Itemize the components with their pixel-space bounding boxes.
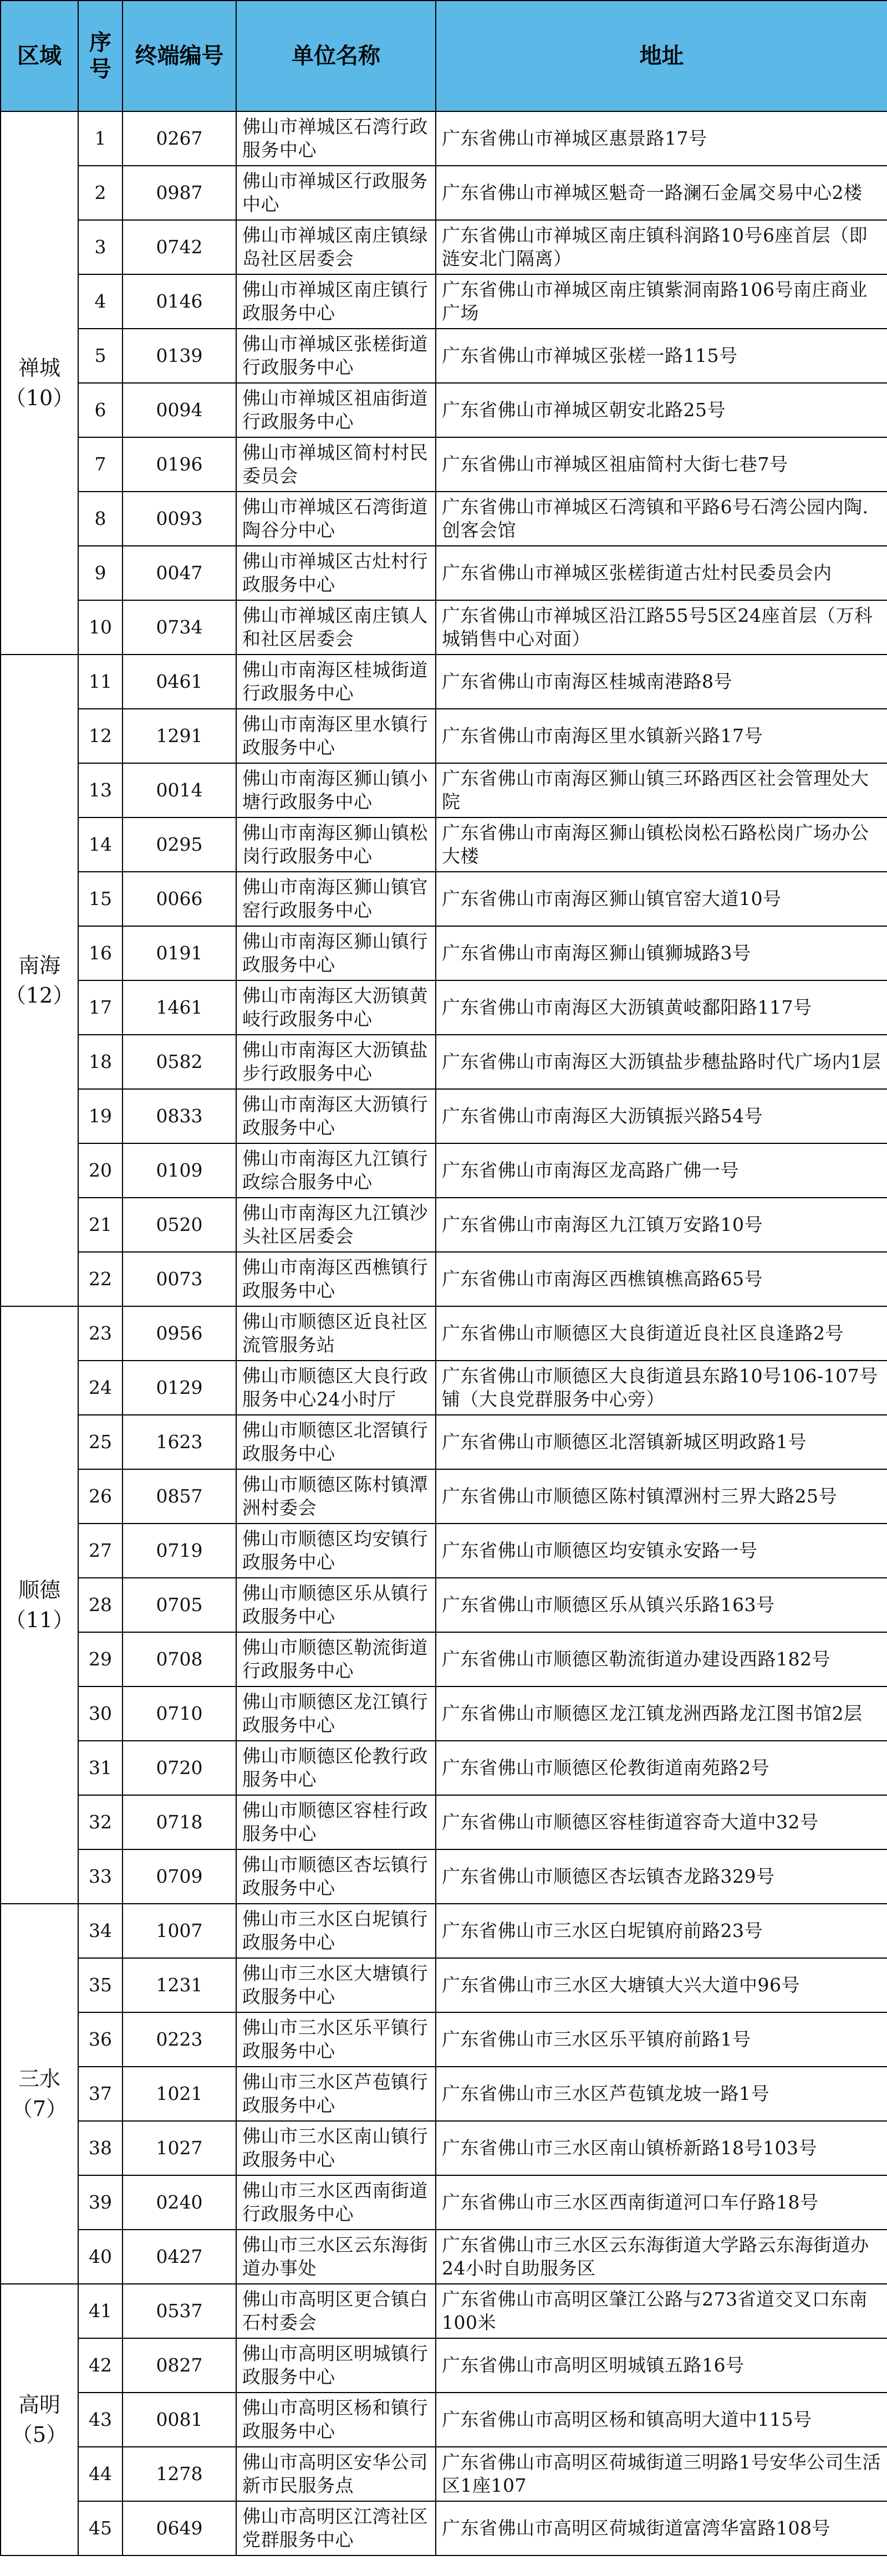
table-row [1,2067,887,2121]
name-cell: 佛山市顺德区北滘镇行政服务中心 [236,1415,436,1469]
seq-cell: 35 [78,1958,123,2012]
table-row [1,1904,887,1958]
address-cell: 广东省佛山市顺德区龙江镇龙洲西路龙江图书馆2层 [436,1686,887,1741]
table-row [1,1361,887,1415]
address-cell: 广东省佛山市顺德区勒流街道办建设西路182号 [436,1632,887,1686]
address-cell: 广东省佛山市禅城区惠景路17号 [436,111,887,166]
table-row [1,709,887,763]
table-row [1,1578,887,1632]
name-cell: 佛山市高明区江湾社区党群服务中心 [236,2501,436,2555]
seq-cell: 9 [78,546,123,600]
code-cell: 0066 [123,872,236,926]
address-cell: 广东省佛山市三水区云东海街道大学路云东海街道办24小时自助服务区 [436,2230,887,2284]
seq-cell: 29 [78,1632,123,1686]
code-cell: 0295 [123,817,236,872]
seq-cell: 25 [78,1415,123,1469]
name-cell: 佛山市顺德区杏坛镇行政服务中心 [236,1849,436,1904]
table-row [1,1524,887,1578]
table-row [1,2121,887,2175]
code-cell: 0073 [123,1252,236,1306]
table-row [1,2012,887,2067]
address-cell: 广东省佛山市禅城区石湾镇和平路6号石湾公园内陶.创客会馆 [436,492,887,546]
table-row [1,2284,887,2338]
table-row [1,274,887,329]
name-cell: 佛山市顺德区陈村镇潭洲村委会 [236,1469,436,1524]
address-cell: 广东省佛山市南海区狮山镇松岗松石路松岗广场办公大楼 [436,817,887,872]
name-cell: 佛山市禅城区简村村民委员会 [236,437,436,492]
region-count: （11） [4,1608,74,1632]
address-cell: 广东省佛山市三水区西南街道河口车仔路18号 [436,2175,887,2230]
name-cell: 佛山市南海区桂城街道行政服务中心 [236,655,436,709]
table-row [1,1958,887,2012]
address-cell: 广东省佛山市南海区龙高路广佛一号 [436,1143,887,1198]
table-body [1,111,887,2555]
name-cell: 佛山市三水区南山镇行政服务中心 [236,2121,436,2175]
seq-cell: 45 [78,2501,123,2555]
table-row [1,1035,887,1089]
seq-cell: 4 [78,274,123,329]
code-cell: 0146 [123,274,236,329]
address-cell: 广东省佛山市三水区大塘镇大兴大道中96号 [436,1958,887,2012]
code-cell: 1623 [123,1415,236,1469]
seq-cell: 6 [78,383,123,437]
code-column-header: 终端编号 [123,1,236,111]
address-cell: 广东省佛山市高明区肇江公路与273省道交叉口东南100米 [436,2284,887,2338]
region-count: （10） [4,386,74,410]
table-row [1,1686,887,1741]
seq-cell: 19 [78,1089,123,1143]
region-count: （7） [11,2097,68,2121]
address-cell: 广东省佛山市南海区九江镇万安路10号 [436,1198,887,1252]
code-cell: 0093 [123,492,236,546]
region-cell [1,111,78,655]
address-cell: 广东省佛山市顺德区均安镇永安路一号 [436,1524,887,1578]
address-cell: 广东省佛山市南海区西樵镇樵高路65号 [436,1252,887,1306]
table-row [1,2175,887,2230]
table-header-row [1,1,887,111]
code-cell: 1027 [123,2121,236,2175]
code-cell: 0520 [123,1198,236,1252]
code-cell: 0710 [123,1686,236,1741]
code-cell: 1007 [123,1904,236,1958]
region-column-header: 区域 [1,1,78,111]
table-row [1,926,887,980]
seq-cell: 28 [78,1578,123,1632]
name-cell: 佛山市高明区更合镇白石村委会 [236,2284,436,2338]
code-cell: 0833 [123,1089,236,1143]
address-cell: 广东省佛山市顺德区大良街道近良社区良逢路2号 [436,1306,887,1361]
table-row [1,980,887,1035]
seq-cell: 34 [78,1904,123,1958]
code-cell: 0705 [123,1578,236,1632]
table-row [1,1632,887,1686]
code-cell: 0014 [123,763,236,817]
table-row [1,1252,887,1306]
address-cell: 广东省佛山市三水区南山镇桥新路18号103号 [436,2121,887,2175]
code-cell: 0267 [123,111,236,166]
seq-cell: 37 [78,2067,123,2121]
seq-cell: 40 [78,2230,123,2284]
address-cell: 广东省佛山市禅城区沿江路55号5区24座首层（万科城销售中心对面） [436,600,887,655]
seq-cell: 22 [78,1252,123,1306]
table-row [1,2393,887,2447]
name-cell: 佛山市禅城区古灶村行政服务中心 [236,546,436,600]
seq-cell: 10 [78,600,123,655]
name-cell: 佛山市顺德区伦教行政服务中心 [236,1741,436,1795]
table-row [1,546,887,600]
address-cell: 广东省佛山市高明区荷城街道三明路1号安华公司生活区1座107 [436,2447,887,2501]
code-cell: 0081 [123,2393,236,2447]
code-cell: 0857 [123,1469,236,1524]
code-cell: 0191 [123,926,236,980]
table-row [1,1143,887,1198]
address-cell: 广东省佛山市高明区明城镇五路16号 [436,2338,887,2393]
name-cell: 佛山市三水区西南街道行政服务中心 [236,2175,436,2230]
address-cell: 广东省佛山市禅城区朝安北路25号 [436,383,887,437]
name-cell: 佛山市禅城区行政服务中心 [236,166,436,220]
table-row [1,600,887,655]
region-cell [1,1904,78,2284]
region-name: 顺德 [18,1578,60,1602]
name-cell: 佛山市禅城区南庄镇人和社区居委会 [236,600,436,655]
address-cell: 广东省佛山市南海区里水镇新兴路17号 [436,709,887,763]
address-column-header: 地址 [436,1,887,111]
seq-cell: 7 [78,437,123,492]
code-cell: 0709 [123,1849,236,1904]
seq-cell: 27 [78,1524,123,1578]
table-row [1,1849,887,1904]
table-row [1,2338,887,2393]
seq-cell: 13 [78,763,123,817]
seq-cell: 33 [78,1849,123,1904]
name-cell: 佛山市南海区九江镇沙头社区居委会 [236,1198,436,1252]
address-cell: 广东省佛山市顺德区北滘镇新城区明政路1号 [436,1415,887,1469]
address-cell: 广东省佛山市三水区乐平镇府前路1号 [436,2012,887,2067]
region-name: 高明 [18,2393,60,2417]
code-cell: 0987 [123,166,236,220]
name-cell: 佛山市南海区大沥镇盐步行政服务中心 [236,1035,436,1089]
code-cell: 0109 [123,1143,236,1198]
region-name: 禅城 [18,356,60,380]
address-cell: 广东省佛山市顺德区伦教街道南苑路2号 [436,1741,887,1795]
name-cell: 佛山市禅城区南庄镇行政服务中心 [236,274,436,329]
code-cell: 1278 [123,2447,236,2501]
table-row [1,2230,887,2284]
table-row [1,166,887,220]
seq-cell: 17 [78,980,123,1035]
seq-cell: 24 [78,1361,123,1415]
seq-cell: 12 [78,709,123,763]
code-cell: 0719 [123,1524,236,1578]
address-cell: 广东省佛山市禅城区张槎一路115号 [436,329,887,383]
address-cell: 广东省佛山市南海区大沥镇黄岐鄱阳路117号 [436,980,887,1035]
code-cell: 1291 [123,709,236,763]
name-cell: 佛山市高明区杨和镇行政服务中心 [236,2393,436,2447]
seq-cell: 32 [78,1795,123,1849]
name-cell: 佛山市顺德区乐从镇行政服务中心 [236,1578,436,1632]
address-cell: 广东省佛山市高明区荷城街道富湾华富路108号 [436,2501,887,2555]
table-row [1,220,887,274]
code-cell: 0582 [123,1035,236,1089]
name-cell: 佛山市禅城区张槎街道行政服务中心 [236,329,436,383]
address-cell: 广东省佛山市高明区杨和镇高明大道中115号 [436,2393,887,2447]
code-cell: 0047 [123,546,236,600]
table-row [1,1469,887,1524]
name-cell: 佛山市禅城区石湾街道陶谷分中心 [236,492,436,546]
code-cell: 0240 [123,2175,236,2230]
name-cell: 佛山市南海区里水镇行政服务中心 [236,709,436,763]
table-row [1,1415,887,1469]
address-cell: 广东省佛山市南海区大沥镇盐步穗盐路时代广场内1层 [436,1035,887,1089]
name-cell: 佛山市顺德区大良行政服务中心24小时厅 [236,1361,436,1415]
name-cell: 佛山市南海区狮山镇松岗行政服务中心 [236,817,436,872]
code-cell: 0537 [123,2284,236,2338]
table-row [1,1306,887,1361]
region-cell [1,1306,78,1904]
region-name: 南海 [18,953,60,978]
address-cell: 广东省佛山市顺德区大良街道县东路10号106-107号铺（大良党群服务中心旁） [436,1361,887,1415]
region-cell [1,2284,78,2555]
region-name: 三水 [18,2067,60,2091]
seq-cell: 16 [78,926,123,980]
code-cell: 0427 [123,2230,236,2284]
name-cell: 佛山市禅城区石湾行政服务中心 [236,111,436,166]
table-row [1,383,887,437]
name-cell: 佛山市南海区大沥镇黄岐行政服务中心 [236,980,436,1035]
name-cell: 佛山市南海区狮山镇小塘行政服务中心 [236,763,436,817]
seq-cell: 8 [78,492,123,546]
code-cell: 0196 [123,437,236,492]
seq-cell: 43 [78,2393,123,2447]
table-row [1,2447,887,2501]
name-cell: 佛山市顺德区勒流街道行政服务中心 [236,1632,436,1686]
seq-cell: 2 [78,166,123,220]
name-cell: 佛山市三水区乐平镇行政服务中心 [236,2012,436,2067]
address-cell: 广东省佛山市禅城区南庄镇科润路10号6座首层（即涟安北门隔离） [436,220,887,274]
seq-cell: 3 [78,220,123,274]
code-cell: 0094 [123,383,236,437]
code-cell: 0720 [123,1741,236,1795]
code-cell: 0742 [123,220,236,274]
seq-cell: 11 [78,655,123,709]
table-row [1,1198,887,1252]
name-cell: 佛山市三水区云东海街道办事处 [236,2230,436,2284]
address-cell: 广东省佛山市南海区狮山镇官窑大道10号 [436,872,887,926]
code-cell: 0708 [123,1632,236,1686]
code-cell: 0734 [123,600,236,655]
region-count: （12） [4,983,74,1008]
address-cell: 广东省佛山市顺德区陈村镇潭洲村三界大路25号 [436,1469,887,1524]
name-cell: 佛山市禅城区南庄镇绿岛社区居委会 [236,220,436,274]
name-cell: 佛山市南海区大沥镇行政服务中心 [236,1089,436,1143]
address-cell: 广东省佛山市三水区白坭镇府前路23号 [436,1904,887,1958]
name-cell: 佛山市三水区芦苞镇行政服务中心 [236,2067,436,2121]
table-row [1,872,887,926]
address-cell: 广东省佛山市南海区狮山镇三环路西区社会管理处大院 [436,763,887,817]
name-cell: 佛山市顺德区均安镇行政服务中心 [236,1524,436,1578]
address-cell: 广东省佛山市禅城区魁奇一路澜石金属交易中心2楼 [436,166,887,220]
code-cell: 0139 [123,329,236,383]
seq-cell: 42 [78,2338,123,2393]
seq-cell: 30 [78,1686,123,1741]
seq-cell: 39 [78,2175,123,2230]
table-row [1,437,887,492]
code-cell: 0827 [123,2338,236,2393]
code-cell: 0649 [123,2501,236,2555]
seq-cell: 38 [78,2121,123,2175]
address-cell: 广东省佛山市顺德区容桂街道容奇大道中32号 [436,1795,887,1849]
code-cell: 1231 [123,1958,236,2012]
name-cell: 佛山市南海区九江镇行政综合服务中心 [236,1143,436,1198]
address-cell: 广东省佛山市顺德区乐从镇兴乐路163号 [436,1578,887,1632]
name-column-header: 单位名称 [236,1,436,111]
code-cell: 0718 [123,1795,236,1849]
table-row [1,1741,887,1795]
address-cell: 广东省佛山市顺德区杏坛镇杏龙路329号 [436,1849,887,1904]
seq-cell: 1 [78,111,123,166]
name-cell: 佛山市三水区大塘镇行政服务中心 [236,1958,436,2012]
name-cell: 佛山市三水区白坭镇行政服务中心 [236,1904,436,1958]
seq-cell: 15 [78,872,123,926]
code-cell: 1021 [123,2067,236,2121]
code-cell: 0129 [123,1361,236,1415]
address-cell: 广东省佛山市南海区大沥镇振兴路54号 [436,1089,887,1143]
seq-cell: 31 [78,1741,123,1795]
name-cell: 佛山市顺德区近良社区流管服务站 [236,1306,436,1361]
address-cell: 广东省佛山市三水区芦苞镇龙坡一路1号 [436,2067,887,2121]
table-row [1,2501,887,2555]
table-row [1,1089,887,1143]
seq-cell: 20 [78,1143,123,1198]
table-row [1,329,887,383]
address-cell: 广东省佛山市南海区狮山镇狮城路3号 [436,926,887,980]
table-row [1,817,887,872]
address-cell: 广东省佛山市禅城区南庄镇紫洞南路106号南庄商业广场 [436,274,887,329]
table-row [1,655,887,709]
seq-cell: 21 [78,1198,123,1252]
name-cell: 佛山市高明区安华公司新市民服务点 [236,2447,436,2501]
seq-column-header: 序号 [78,1,123,111]
code-cell: 0461 [123,655,236,709]
seq-cell: 5 [78,329,123,383]
name-cell: 佛山市南海区狮山镇行政服务中心 [236,926,436,980]
name-cell: 佛山市顺德区龙江镇行政服务中心 [236,1686,436,1741]
seq-cell: 14 [78,817,123,872]
name-cell: 佛山市高明区明城镇行政服务中心 [236,2338,436,2393]
table-row [1,763,887,817]
name-cell: 佛山市顺德区容桂行政服务中心 [236,1795,436,1849]
address-cell: 广东省佛山市南海区桂城南港路8号 [436,655,887,709]
table-row [1,1795,887,1849]
code-cell: 1461 [123,980,236,1035]
address-cell: 广东省佛山市禅城区张槎街道古灶村民委员会内 [436,546,887,600]
table-row [1,111,887,166]
region-cell [1,655,78,1306]
seq-cell: 41 [78,2284,123,2338]
address-cell: 广东省佛山市禅城区祖庙简村大街七巷7号 [436,437,887,492]
name-cell: 佛山市南海区西樵镇行政服务中心 [236,1252,436,1306]
table-row [1,492,887,546]
code-cell: 0956 [123,1306,236,1361]
name-cell: 佛山市南海区狮山镇官窑行政服务中心 [236,872,436,926]
seq-cell: 36 [78,2012,123,2067]
seq-cell: 18 [78,1035,123,1089]
region-count: （5） [11,2422,68,2447]
seq-cell: 26 [78,1469,123,1524]
seq-cell: 23 [78,1306,123,1361]
code-cell: 0223 [123,2012,236,2067]
seq-cell: 44 [78,2447,123,2501]
name-cell: 佛山市禅城区祖庙街道行政服务中心 [236,383,436,437]
